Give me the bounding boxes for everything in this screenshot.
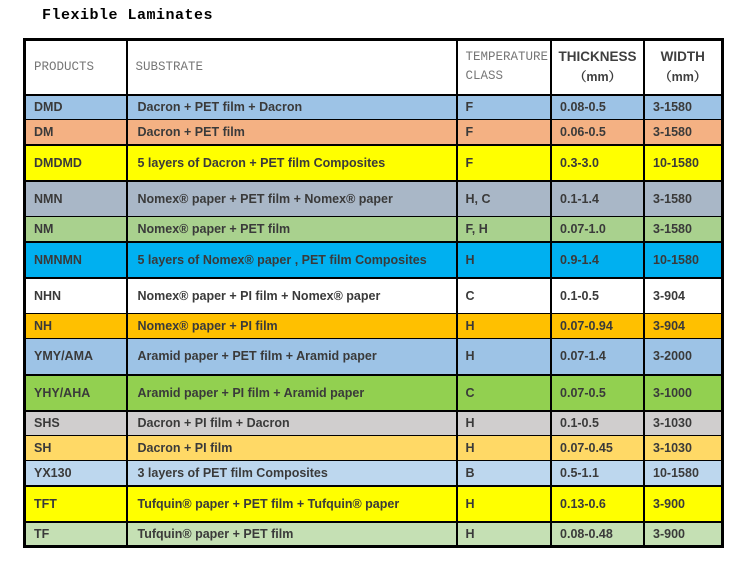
cell-product: DMD <box>25 95 127 120</box>
cell-substrate: Nomex® paper + PI film + Nomex® paper <box>127 278 457 314</box>
cell-product: TFT <box>25 486 127 522</box>
table-row <box>25 278 723 314</box>
cell-substrate: Tufquin® paper + PET film + Tufquin® paper <box>127 486 457 522</box>
cell-temp-class: H <box>457 314 552 339</box>
cell-substrate: 3 layers of PET film Composites <box>127 461 457 486</box>
cell-substrate: 5 layers of Nomex® paper , PET film Composites <box>127 242 457 278</box>
cell-temp-class: C <box>457 278 552 314</box>
cell-product: YX130 <box>25 461 127 486</box>
cell-product: NH <box>25 314 127 339</box>
cell-width: 3-1030 <box>644 436 722 461</box>
cell-temp-class: F <box>457 95 552 120</box>
cell-thickness: 0.08-0.5 <box>551 95 644 120</box>
cell-substrate: Dacron + PET film <box>127 120 457 145</box>
col-header-substrate: SUBSTRATE <box>127 40 457 95</box>
table-body <box>25 95 723 547</box>
cell-substrate: Dacron + PI film <box>127 436 457 461</box>
cell-temp-class: F, H <box>457 217 552 242</box>
cell-substrate: Nomex® paper + PET film <box>127 217 457 242</box>
cell-temp-class: H <box>457 522 552 547</box>
cell-product: NHN <box>25 278 127 314</box>
table-row <box>25 95 723 120</box>
table-row <box>25 145 723 181</box>
table-row <box>25 436 723 461</box>
cell-width: 3-1580 <box>644 217 722 242</box>
cell-substrate: 5 layers of Dacron + PET film Composites <box>127 145 457 181</box>
cell-temp-class: H <box>457 242 552 278</box>
cell-temp-class: H <box>457 411 552 436</box>
page-title: Flexible Laminates <box>42 7 214 24</box>
cell-product: SHS <box>25 411 127 436</box>
table-row <box>25 339 723 375</box>
col-header-thickness <box>551 40 644 95</box>
cell-width: 3-2000 <box>644 339 722 375</box>
cell-width: 10-1580 <box>644 242 722 278</box>
cell-thickness: 0.1-0.5 <box>551 278 644 314</box>
cell-width: 10-1580 <box>644 461 722 486</box>
cell-thickness: 0.08-0.48 <box>551 522 644 547</box>
cell-product: DM <box>25 120 127 145</box>
cell-width: 3-1000 <box>644 375 722 411</box>
col-header-temperature-line2: CLASS <box>465 69 504 84</box>
table-row <box>25 242 723 278</box>
cell-width: 3-1580 <box>644 120 722 145</box>
cell-substrate: Tufquin® paper + PET film <box>127 522 457 547</box>
cell-substrate: Nomex® paper + PI film <box>127 314 457 339</box>
cell-substrate: Dacron + PI film + Dacron <box>127 411 457 436</box>
table-row <box>25 120 723 145</box>
cell-substrate: Dacron + PET film + Dacron <box>127 95 457 120</box>
cell-width: 3-900 <box>644 522 722 547</box>
cell-thickness: 0.5-1.1 <box>551 461 644 486</box>
col-header-temperature-line1: TEMPERATURE <box>465 49 549 64</box>
cell-thickness: 0.9-1.4 <box>551 242 644 278</box>
cell-thickness: 0.07-1.4 <box>551 339 644 375</box>
cell-thickness: 0.1-1.4 <box>551 181 644 217</box>
table-row <box>25 461 723 486</box>
col-header-temperature-class <box>457 40 552 95</box>
table-row <box>25 217 723 242</box>
cell-product: NMN <box>25 181 127 217</box>
col-header-products: PRODUCTS <box>25 40 127 95</box>
cell-thickness: 0.07-0.5 <box>551 375 644 411</box>
cell-width: 10-1580 <box>644 145 722 181</box>
col-header-width <box>644 40 722 95</box>
cell-substrate: Aramid paper + PET film + Aramid paper <box>127 339 457 375</box>
cell-thickness: 0.07-1.0 <box>551 217 644 242</box>
col-header-width-unit: （mm） <box>659 70 707 85</box>
cell-thickness: 0.13-0.6 <box>551 486 644 522</box>
table-row <box>25 181 723 217</box>
col-header-thickness-label: THICKNESS <box>558 49 637 65</box>
cell-product: DMDMD <box>25 145 127 181</box>
cell-product: TF <box>25 522 127 547</box>
table-row <box>25 486 723 522</box>
cell-width: 3-1030 <box>644 411 722 436</box>
cell-temp-class: H <box>457 486 552 522</box>
cell-width: 3-1580 <box>644 181 722 217</box>
cell-product: NM <box>25 217 127 242</box>
cell-width: 3-904 <box>644 314 722 339</box>
cell-temp-class: F <box>457 145 552 181</box>
cell-substrate: Aramid paper + PI film + Aramid paper <box>127 375 457 411</box>
cell-thickness: 0.07-0.45 <box>551 436 644 461</box>
header-row <box>25 40 723 95</box>
cell-temp-class: H, C <box>457 181 552 217</box>
table-row <box>25 375 723 411</box>
cell-thickness: 0.3-3.0 <box>551 145 644 181</box>
table-row <box>25 314 723 339</box>
cell-thickness: 0.06-0.5 <box>551 120 644 145</box>
col-header-thickness-unit: （mm） <box>573 70 622 85</box>
cell-substrate: Nomex® paper + PET film + Nomex® paper <box>127 181 457 217</box>
cell-width: 3-904 <box>644 278 722 314</box>
col-header-width-label: WIDTH <box>660 49 705 65</box>
cell-product: YHY/AHA <box>25 375 127 411</box>
table-row <box>25 411 723 436</box>
cell-product: YMY/AMA <box>25 339 127 375</box>
cell-width: 3-900 <box>644 486 722 522</box>
cell-temp-class: F <box>457 120 552 145</box>
cell-temp-class: C <box>457 375 552 411</box>
table-row <box>25 522 723 547</box>
cell-width: 3-1580 <box>644 95 722 120</box>
cell-temp-class: H <box>457 436 552 461</box>
laminates-table <box>23 38 724 548</box>
cell-thickness: 0.07-0.94 <box>551 314 644 339</box>
cell-product: SH <box>25 436 127 461</box>
cell-thickness: 0.1-0.5 <box>551 411 644 436</box>
cell-temp-class: B <box>457 461 552 486</box>
cell-temp-class: H <box>457 339 552 375</box>
cell-product: NMNMN <box>25 242 127 278</box>
